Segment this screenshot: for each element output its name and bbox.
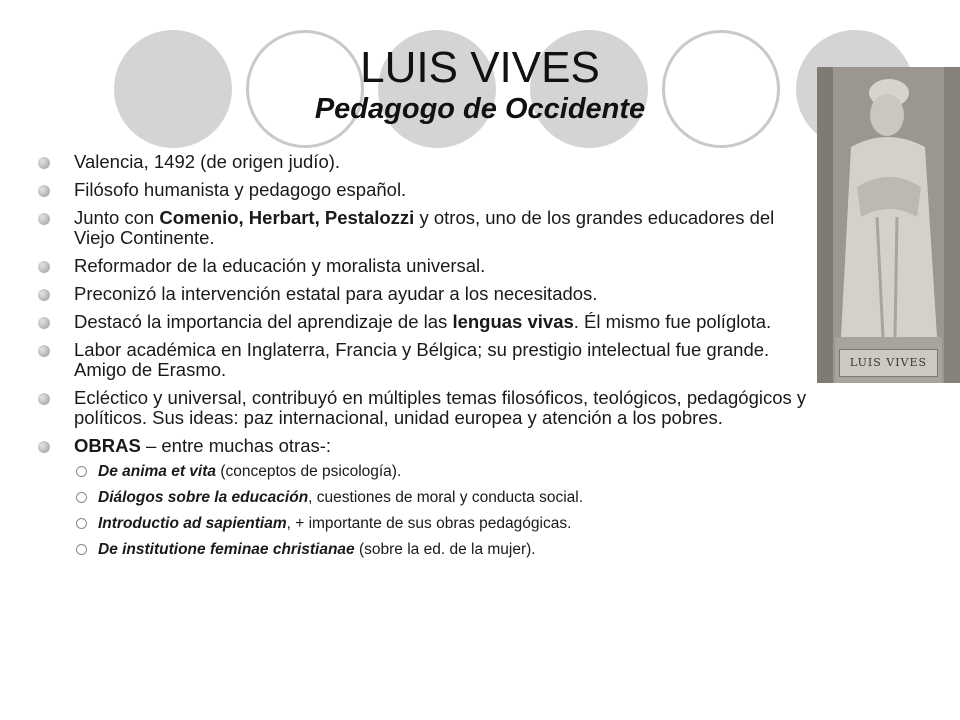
list-item	[36, 152, 816, 172]
work-item	[74, 540, 816, 559]
list-item	[36, 284, 816, 304]
slide-title	[120, 40, 840, 126]
list-item	[36, 340, 816, 380]
title-subtitle: Pedagogo de Occidente	[314, 93, 646, 125]
work-item	[74, 462, 816, 481]
title-main: LUIS VIVES	[360, 43, 600, 92]
statue-caption: LUIS VIVES	[839, 349, 938, 377]
bullet-text: Preconizó la intervención estatal para ayudar a los necesitados.	[74, 283, 598, 304]
bullet-icon	[38, 393, 50, 405]
work-title: Introductio ad sapientiam	[98, 515, 287, 532]
bullet-icon	[38, 261, 50, 273]
bullet-icon	[38, 157, 50, 169]
bullet-text-post: – entre muchas otras-:	[140, 435, 332, 456]
sub-bullet-icon	[76, 544, 87, 555]
work-item	[74, 488, 816, 507]
content-list	[36, 152, 816, 567]
bullet-icon	[38, 441, 50, 453]
bullet-icon	[38, 289, 50, 301]
bullet-icon	[38, 345, 50, 357]
sub-bullet-icon	[76, 466, 87, 477]
bullet-icon	[38, 213, 50, 225]
bullet-text: Ecléctico y universal, contribuyó en múltiples temas filosóficos, teológicos, pedagógicos y políticos. Sus ideas: paz internacional, unidad europea y atención a los pobres.	[74, 387, 807, 428]
bullet-icon	[38, 317, 50, 329]
bullet-text: Filósofo humanista y pedagogo español.	[74, 179, 407, 200]
bullet-text: Reformador de la educación y moralista universal.	[74, 255, 486, 276]
work-desc: , cuestiones de moral y conducta social.	[308, 489, 584, 506]
bullet-text-pre: Destacó la importancia del aprendizaje de las	[74, 311, 453, 332]
list-item	[36, 388, 816, 428]
work-desc: (conceptos de psicología).	[216, 463, 402, 480]
work-title: De institutione feminae christianae	[98, 541, 355, 558]
bullet-text-bold: OBRAS	[74, 435, 141, 456]
bullet-icon	[38, 185, 50, 197]
bullet-text: Valencia, 1492 (de origen judío).	[74, 151, 341, 172]
work-desc: (sobre la ed. de la mujer).	[354, 541, 536, 558]
works-list	[74, 462, 816, 559]
work-item	[74, 514, 816, 533]
work-desc: , + importante de sus obras pedagógicas.	[286, 515, 572, 532]
bullet-text-bold: Comenio, Herbart, Pestalozzi	[159, 207, 415, 228]
bullet-text: Labor académica en Inglaterra, Francia y Bélgica; su prestigio intelectual fue grande. Amigo de Erasmo.	[74, 339, 770, 380]
list-item	[36, 256, 816, 276]
bullet-text-bold: lenguas vivas	[452, 311, 574, 332]
bullet-text-post: y otros, uno de los grandes educadores del Viejo Continente.	[74, 207, 775, 248]
sub-bullet-icon	[76, 492, 87, 503]
work-title: Diálogos sobre la educación	[98, 489, 309, 506]
list-item	[36, 180, 816, 200]
statue-figure-icon	[817, 67, 960, 383]
list-item	[36, 436, 816, 559]
sub-bullet-icon	[76, 518, 87, 529]
work-title: De anima et vita	[98, 463, 217, 480]
bullet-text-post: . Él mismo fue políglota.	[573, 311, 772, 332]
list-item	[36, 208, 816, 248]
statue-photo	[817, 67, 960, 383]
list-item	[36, 312, 816, 332]
bullet-text-pre: Junto con	[74, 207, 160, 228]
